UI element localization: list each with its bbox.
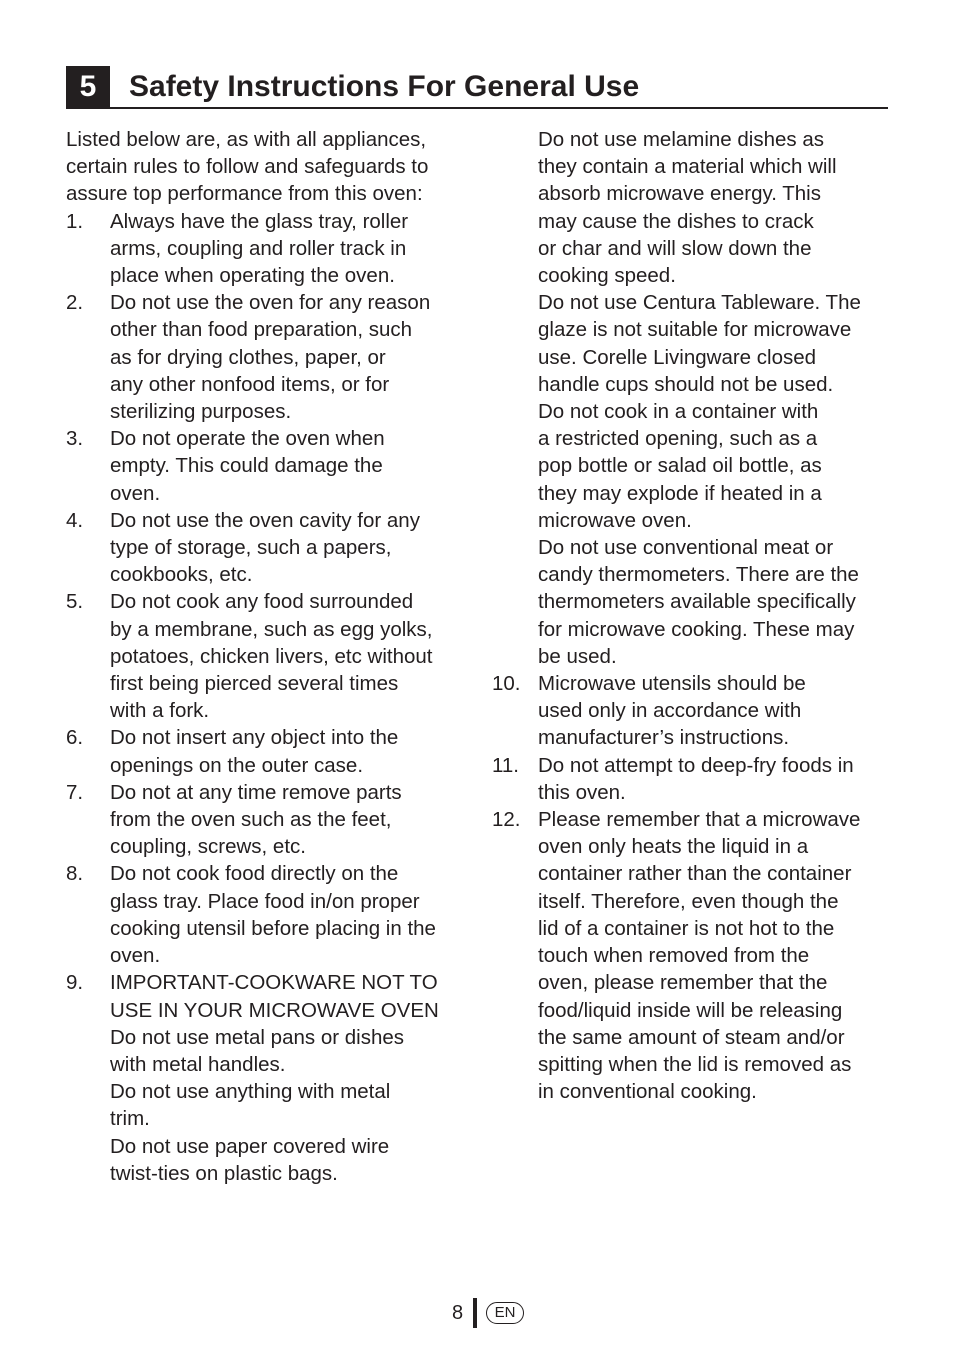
list-item-text: as for drying clothes, paper, or [110, 345, 386, 369]
list-item-text: lid of a container is not hot to the [538, 916, 835, 940]
list-item [66, 860, 466, 969]
list-item-text: first being pierced several times [110, 672, 399, 696]
list-item-text: coupling, screws, etc. [110, 835, 306, 859]
list-item-text: sterilizing purposes. [110, 400, 292, 424]
paragraph-line: Do not use melamine dishes as [538, 128, 825, 151]
list-item [66, 507, 466, 589]
section-title: Safety Instructions For General Use [129, 70, 640, 103]
paragraph-line: candy thermometers. There are the [538, 563, 859, 587]
paragraph-line: may cause the dishes to crack [538, 209, 814, 233]
intro-paragraph: Listed below are, as with all appliances, certain rules to follow and safeguards to assure top performance from this oven: [66, 128, 429, 206]
list-item-text: spitting when the lid is removed as [538, 1052, 852, 1076]
list-item-text: glass tray. Place food in/on proper [110, 889, 420, 913]
list-item-text: used only in accordance with [538, 699, 802, 723]
paragraph-line: or char and will slow down the [538, 236, 812, 260]
list-item-number: 9. [66, 971, 84, 995]
list-item [492, 752, 892, 806]
paragraph-line: handle cups should not be used. [538, 372, 834, 396]
list-item-text: in conventional cooking. [538, 1080, 757, 1104]
paragraph-line: a restricted opening, such as a [538, 427, 818, 451]
list-item-text: container rather than the container [538, 862, 852, 886]
list-item [66, 208, 466, 290]
list-item-text: trim. [110, 1107, 150, 1131]
list-item [66, 779, 466, 861]
list-item-text: Do not use paper covered wire [110, 1134, 390, 1158]
paragraph-line: absorb microwave energy. This [538, 182, 821, 206]
list-item-number: 1. [66, 209, 84, 233]
list-item [492, 670, 892, 752]
list-item-number: 4. [66, 508, 84, 532]
list-item-text: with metal handles. [110, 1052, 286, 1076]
list-item-text: Do not use the oven cavity for any [110, 508, 420, 532]
list-item-text: openings on the outer case. [110, 753, 364, 777]
list-item-number: 12. [492, 808, 521, 832]
left-column [66, 126, 466, 1187]
list-item [492, 806, 892, 1105]
section-header [66, 66, 888, 109]
list-item-text: from the oven such as the feet, [110, 808, 392, 832]
list-item-text: twist-ties on plastic bags. [110, 1161, 338, 1185]
list-item-text: potatoes, chicken livers, etc without [110, 644, 433, 668]
paragraph-line: Do not use Centura Tableware. The [538, 291, 861, 315]
paragraph-line: cooking speed. [538, 264, 676, 288]
list-item-number: 7. [66, 780, 84, 804]
section-number: 5 [66, 66, 110, 107]
paragraph-line: microwave oven. [538, 508, 692, 532]
footer-divider [473, 1298, 477, 1328]
list-item-text: Do not operate the oven when [110, 427, 385, 451]
list-item-number: 10. [492, 672, 521, 696]
list-item-number: 5. [66, 590, 84, 614]
instruction-list-continued [492, 670, 892, 1105]
list-item-text: touch when removed from the [538, 944, 810, 968]
list-item [66, 724, 466, 778]
list-item [66, 588, 466, 724]
list-item-text: oven, please remember that the [538, 971, 828, 995]
list-item-text: the same amount of steam and/or [538, 1025, 845, 1049]
list-item [66, 289, 466, 425]
paragraph-line: they contain a material which will [538, 155, 837, 179]
list-item-text: Please remember that a microwave [538, 808, 861, 832]
list-item-number: 11. [492, 753, 519, 777]
list-item [66, 425, 466, 507]
list-item-text: oven. [110, 944, 161, 968]
list-item-text: Do not cook any food surrounded [110, 590, 414, 614]
paragraph-line: they may explode if heated in a [538, 481, 822, 505]
list-item [66, 969, 466, 1187]
list-item-text: Do not use the oven for any reason [110, 291, 431, 315]
list-item-number: 8. [66, 862, 84, 886]
list-item-text: place when operating the oven. [110, 264, 395, 288]
list-item-text: Do not attempt to deep-fry foods in [538, 753, 854, 777]
paragraph-line: Do not cook in a container with [538, 400, 819, 424]
list-item-number: 2. [66, 291, 84, 315]
page-footer [0, 1296, 954, 1332]
list-item-text: itself. Therefore, even though the [538, 889, 839, 913]
list-item-text: oven only heats the liquid in a [538, 835, 809, 859]
list-item-text: arms, coupling and roller track in [110, 236, 407, 260]
list-item-text: empty. This could damage the [110, 454, 383, 478]
list-item-text: cooking utensil before placing in the [110, 916, 436, 940]
paragraph-line: use. Corelle Livingware closed [538, 345, 817, 369]
list-item-text: oven. [110, 481, 161, 505]
language-badge: EN [486, 1302, 524, 1324]
list-item-number: 6. [66, 726, 84, 750]
list-item-text: cookbooks, etc. [110, 563, 253, 587]
list-item-number: 3. [66, 427, 84, 451]
list-item-text: Do not use metal pans or dishes [110, 1025, 404, 1049]
list-item-text: other than food preparation, such [110, 318, 413, 342]
list-item-text: by a membrane, such as egg yolks, [110, 617, 433, 641]
paragraph-line: glaze is not suitable for microwave [538, 318, 852, 342]
list-item-text: Microwave utensils should be [538, 672, 806, 696]
list-item-text: Do not insert any object into the [110, 726, 399, 750]
list-item-text: this oven. [538, 780, 626, 804]
paragraph-line: thermometers available specifically [538, 590, 856, 614]
list-item-text: Do not at any time remove parts [110, 780, 402, 804]
list-item-text: with a fork. [110, 699, 210, 723]
list-item-text: food/liquid inside will be releasing [538, 998, 843, 1022]
list-item-text: Do not use anything with metal [110, 1080, 391, 1104]
list-item-text: any other nonfood items, or for [110, 372, 390, 396]
list-item-text: IMPORTANT-COOKWARE NOT TO [110, 971, 438, 995]
paragraph-line: Do not use conventional meat or [538, 536, 834, 560]
paragraph-line: pop bottle or salad oil bottle, as [538, 454, 822, 478]
right-column [492, 126, 892, 1105]
paragraph-line: be used. [538, 644, 617, 668]
list-item-text: USE IN YOUR MICROWAVE OVEN [110, 998, 439, 1022]
paragraph-line: for microwave cooking. These may [538, 617, 855, 641]
list-item-text: type of storage, such a papers, [110, 536, 392, 560]
page-number: 8 [452, 1302, 464, 1324]
list-item-text: manufacturer’s instructions. [538, 726, 790, 750]
cookware-continuation [492, 126, 892, 670]
list-item-text: Do not cook food directly on the [110, 862, 399, 886]
list-item-text: Always have the glass tray, roller [110, 209, 409, 233]
instruction-list [66, 208, 466, 1187]
